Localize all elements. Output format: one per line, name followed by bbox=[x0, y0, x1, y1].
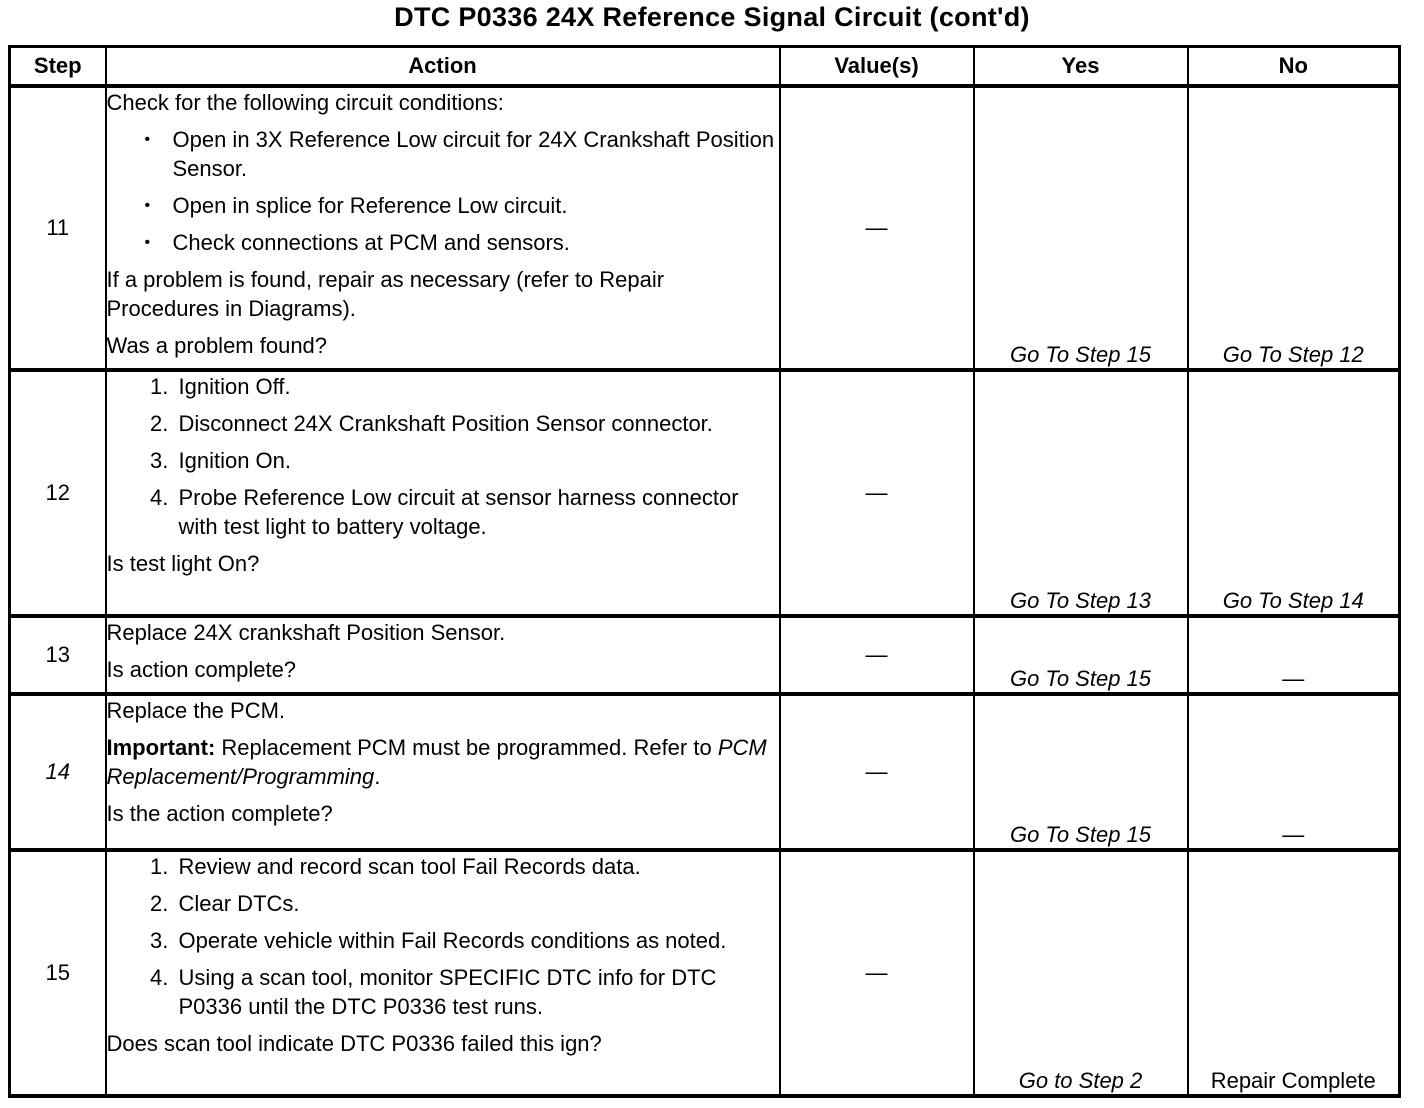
no-goto-link[interactable]: Go To Step 14 bbox=[1222, 588, 1364, 613]
important-label: Important: bbox=[106, 735, 216, 760]
no-cell bbox=[1188, 370, 1400, 616]
list-item: 1. Ignition Off. bbox=[175, 372, 779, 401]
important-end: . bbox=[374, 764, 381, 789]
yes-cell bbox=[974, 694, 1188, 850]
no-goto-link[interactable]: Go To Step 12 bbox=[1222, 342, 1364, 367]
yes-cell bbox=[974, 616, 1188, 694]
list-item: • Check connections at PCM and sensors. bbox=[173, 228, 779, 257]
table-row bbox=[10, 850, 1400, 1096]
table-row bbox=[10, 86, 1400, 370]
procedure-list bbox=[107, 372, 779, 541]
yes-cell bbox=[974, 86, 1188, 370]
list-item: 3. Ignition On. bbox=[175, 446, 779, 475]
action-intro: Check for the following circuit conditions: bbox=[106, 90, 504, 115]
procedure-list bbox=[107, 852, 779, 1021]
action-question: Is action complete? bbox=[106, 657, 297, 682]
no-cell: — bbox=[1188, 694, 1400, 850]
action-question: Is the action complete? bbox=[106, 801, 333, 826]
action-cell bbox=[106, 694, 780, 850]
list-item: • Open in 3X Reference Low circuit for 24X Crankshaft Position Sensor. bbox=[173, 125, 779, 183]
action-question: Does scan tool indicate DTC P0336 failed this ign? bbox=[106, 1031, 602, 1056]
list-item: 2. Clear DTCs. bbox=[175, 889, 779, 918]
step-number: 14 bbox=[10, 694, 106, 850]
table-header-row bbox=[10, 47, 1400, 87]
action-intro: Replace the PCM. bbox=[106, 698, 286, 723]
header-action: Action bbox=[106, 47, 780, 87]
action-cell bbox=[106, 86, 780, 370]
important-note bbox=[107, 733, 779, 791]
action-question: Was a problem found? bbox=[106, 333, 328, 358]
step-number: 15 bbox=[10, 850, 106, 1096]
yes-goto-link[interactable]: Go To Step 15 bbox=[1009, 822, 1152, 847]
action-question: Is test light On? bbox=[106, 551, 260, 576]
table-row bbox=[10, 370, 1400, 616]
value-cell: — bbox=[780, 694, 974, 850]
list-item: 4. Probe Reference Low circuit at sensor harness connector with test light to battery voltage. bbox=[175, 483, 779, 541]
page-title: DTC P0336 24X Reference Signal Circuit (cont'd) bbox=[394, 2, 1030, 32]
list-item: 1. Review and record scan tool Fail Records data. bbox=[175, 852, 779, 881]
header-step: Step bbox=[10, 47, 106, 87]
no-cell: Repair Complete bbox=[1188, 850, 1400, 1096]
action-intro: Replace 24X crankshaft Position Sensor. bbox=[106, 620, 506, 645]
step-number: 13 bbox=[10, 616, 106, 694]
list-item: 3. Operate vehicle within Fail Records conditions as noted. bbox=[175, 926, 779, 955]
value-cell: — bbox=[780, 370, 974, 616]
action-cell bbox=[106, 616, 780, 694]
value-cell: — bbox=[780, 850, 974, 1096]
action-note: If a problem is found, repair as necessary (refer to Repair Procedures in Diagrams). bbox=[106, 267, 665, 321]
condition-list bbox=[107, 125, 779, 257]
diagnostic-table bbox=[8, 45, 1401, 1098]
list-item: • Open in splice for Reference Low circuit. bbox=[173, 191, 779, 220]
table-row bbox=[10, 616, 1400, 694]
header-values: Value(s) bbox=[780, 47, 974, 87]
no-cell bbox=[1188, 86, 1400, 370]
action-cell bbox=[106, 370, 780, 616]
value-cell: — bbox=[780, 616, 974, 694]
yes-cell bbox=[974, 370, 1188, 616]
value-cell: — bbox=[780, 86, 974, 370]
yes-goto-link[interactable]: Go To Step 15 bbox=[1009, 666, 1152, 691]
list-item: 4. Using a scan tool, monitor SPECIFIC DTC info for DTC P0336 until the DTC P0336 test runs. bbox=[175, 963, 779, 1021]
list-item: 2. Disconnect 24X Crankshaft Position Sensor connector. bbox=[175, 409, 779, 438]
yes-goto-link[interactable]: Go to Step 2 bbox=[1018, 1068, 1143, 1093]
table-row bbox=[10, 694, 1400, 850]
step-number: 11 bbox=[10, 86, 106, 370]
yes-cell bbox=[974, 850, 1188, 1096]
reference-link[interactable]: PCM Replacement/Programming bbox=[106, 735, 767, 789]
header-yes: Yes bbox=[974, 47, 1188, 87]
yes-goto-link[interactable]: Go To Step 15 bbox=[1009, 342, 1152, 367]
no-cell: — bbox=[1188, 616, 1400, 694]
action-cell bbox=[106, 850, 780, 1096]
header-no: No bbox=[1188, 47, 1400, 87]
important-text: Replacement PCM must be programmed. Refer to bbox=[221, 735, 712, 760]
yes-goto-link[interactable]: Go To Step 13 bbox=[1009, 588, 1152, 613]
step-number: 12 bbox=[10, 370, 106, 616]
